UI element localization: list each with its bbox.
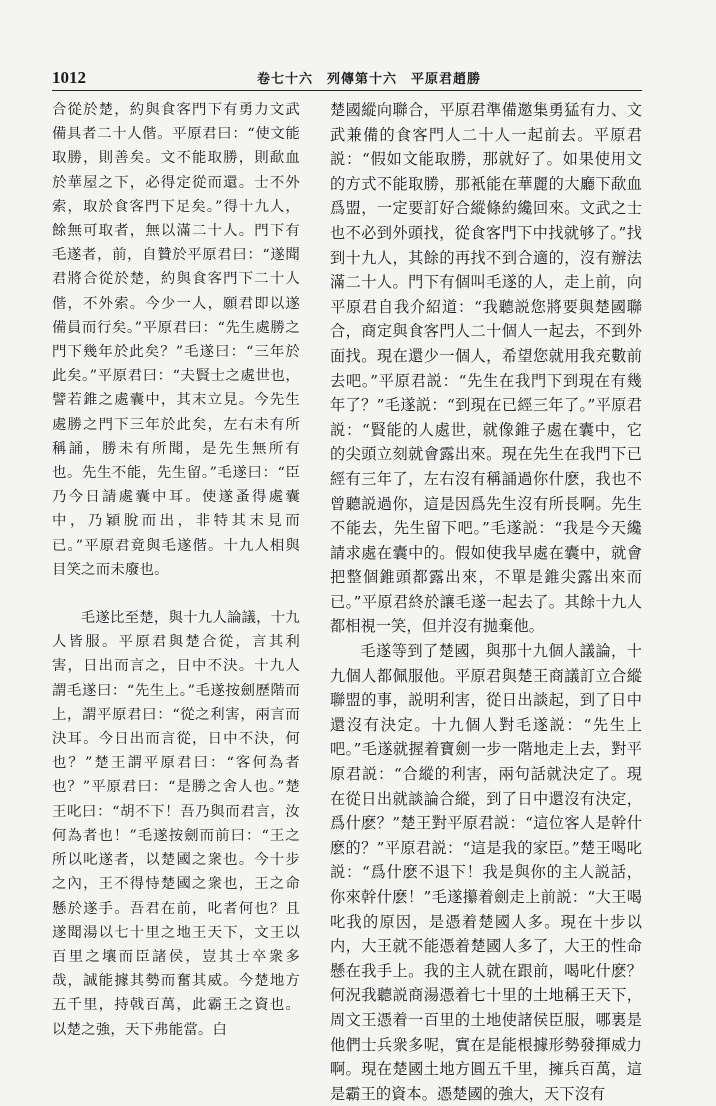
page-header [52, 62, 642, 91]
running-title: 卷七十六 列傳第十六 平原君趙勝 [257, 72, 482, 87]
classical-paragraph-2: 毛遂比至楚，與十九人論議，十九人皆服。平原君與楚合從，言其利害，日出而言之，日中不決。十九人謂毛遂曰：“先生上。”毛遂按劍歷階而上，謂平原君曰：“從之利害，兩言而決耳。今日出而言從，日中不決，何也？”楚王謂平原君曰：“客何為者也？”平原君曰：“是勝之舍人也。”楚王叱曰：“胡不下！吾乃與而君言，汝何為者也！”毛遂按劍而前曰：“王之所以叱遂者，以楚國之衆也。今十步之內，王不得恃楚國之衆也，王之命懸於遂手。吾君在前，叱者何也？且遂聞湯以七十里之地王天下，文王以百里之壤而臣諸侯，豈其士卒衆多哉，誠能據其勢而奮其威。今楚地方五千里，持戟百萬，此霸王之資也。以楚之強，天下弗能當。白 [52, 610, 300, 1038]
translation-paragraph-2: 毛遂等到了楚國，與那十九個人議論，十九個人都佩服他。平原君與楚王商議訂立合縱聯盟的事，説明利害，從日出談起，到了日中還沒有決定。十九個人對毛遂説：“先生上吧。”毛遂就握着寶劍一步一階地走上去，對平原君説：“合縱的利害，兩句話就決定了。現在從日出就談論合縱，到了日中還沒有決定，爲什麽？”楚王對平原君説：“這位客人是幹什麽的？”平原君説：“這是我的家臣。”楚王喝叱説：“爲什麽不退下！我是與你的主人説話，你來幹什麽！”毛遂攥着劍走上前説：“大王喝叱我的原因，是憑着楚國人多。現在十步以内，大王就不能憑着楚國人多了，大王的性命懸在我手上。我的主人就在跟前，喝叱什麽？何況我聽説商湯憑着七十里的土地稱王天下，周文王憑着一百里的土地使諸侯臣服，哪裏是他們士兵衆多呢，實在是能根據形勢發揮威力啊。現在楚國土地方圓五千里，擁兵百萬，這是霸王的資本。憑楚國的強大，天下沒有 [330, 642, 642, 1103]
translation-column [330, 98, 642, 1103]
classical-text-column [52, 98, 300, 1038]
translation-paragraph-1: 楚國縱向聯合，平原君準備邀集勇猛有力、文武兼備的食客門人二十人一起前去。平原君説：“假如文能取勝，那就好了。如果使用文的方式不能取勝，那衹能在華麗的大廳下歃血爲盟，一定要訂好合縱條約纔回來。文武之士也不必到外頭找，從食客門下中找就够了。”找到十九人，其餘的再找不到合適的，沒有辦法滿二十人。門下有個叫毛遂的人，走上前，向平原君自我介紹道：“我聽説您將要與楚國聯合，商定與食客門人二十個人一起去，不到外面找。現在還少一個人，希望您就用我充數前去吧。”平原君説：“先生在我門下到現在有幾年了？”毛遂説：“到現在已經三年了。”平原君説：“賢能的人處世，就像錐子處在囊中，它的尖頭立刻就會露出來。現在先生在我門下已經有三年了，左右沒有稱誦過你什麽，我也不曾聽説過你，這是因爲先生沒有所長啊。先生不能去，先生留下吧。”毛遂説：“我是今天纔請求處在囊中的。假如使我早處在囊中，就會把整個錐頭都露出來，不單是錐尖露出來而已。”平原君終於讓毛遂一起去了。其餘十九人都相視一笑，但并沒有拋棄他。 [330, 101, 642, 636]
page-number: 1012 [52, 68, 86, 87]
classical-paragraph-1: 合從於楚，約與食客門下有勇力文武備具者二十人偕。平原君曰：“使文能取勝，則善矣。文不能取勝，則歃血於華屋之下，必得定從而還。士不外索，取於食客門下足矣。”得十九人，餘無可取者，無以滿二十人。門下有毛遂者，前，自贊於平原君曰：“遂聞君將合從於楚，約與食客門下二十人偕，不外索。今少一人，願君即以遂備員而行矣。”平原君曰：“先生處勝之門下幾年於此矣？”毛遂曰：“三年於此矣。”平原君曰：“夫賢士之處世也，譬若錐之處囊中，其末立見。今先生處勝之門下三年於此矣，左右未有所稱誦，勝未有所聞，是先生無所有也。先生不能，先生留。”毛遂曰：“臣乃今日請處囊中耳。使遂蚤得處囊中，乃穎脫而出，非特其末見而已。”平原君竟與毛遂偕。十九人相與目笑之而未廢也。 [52, 102, 300, 578]
